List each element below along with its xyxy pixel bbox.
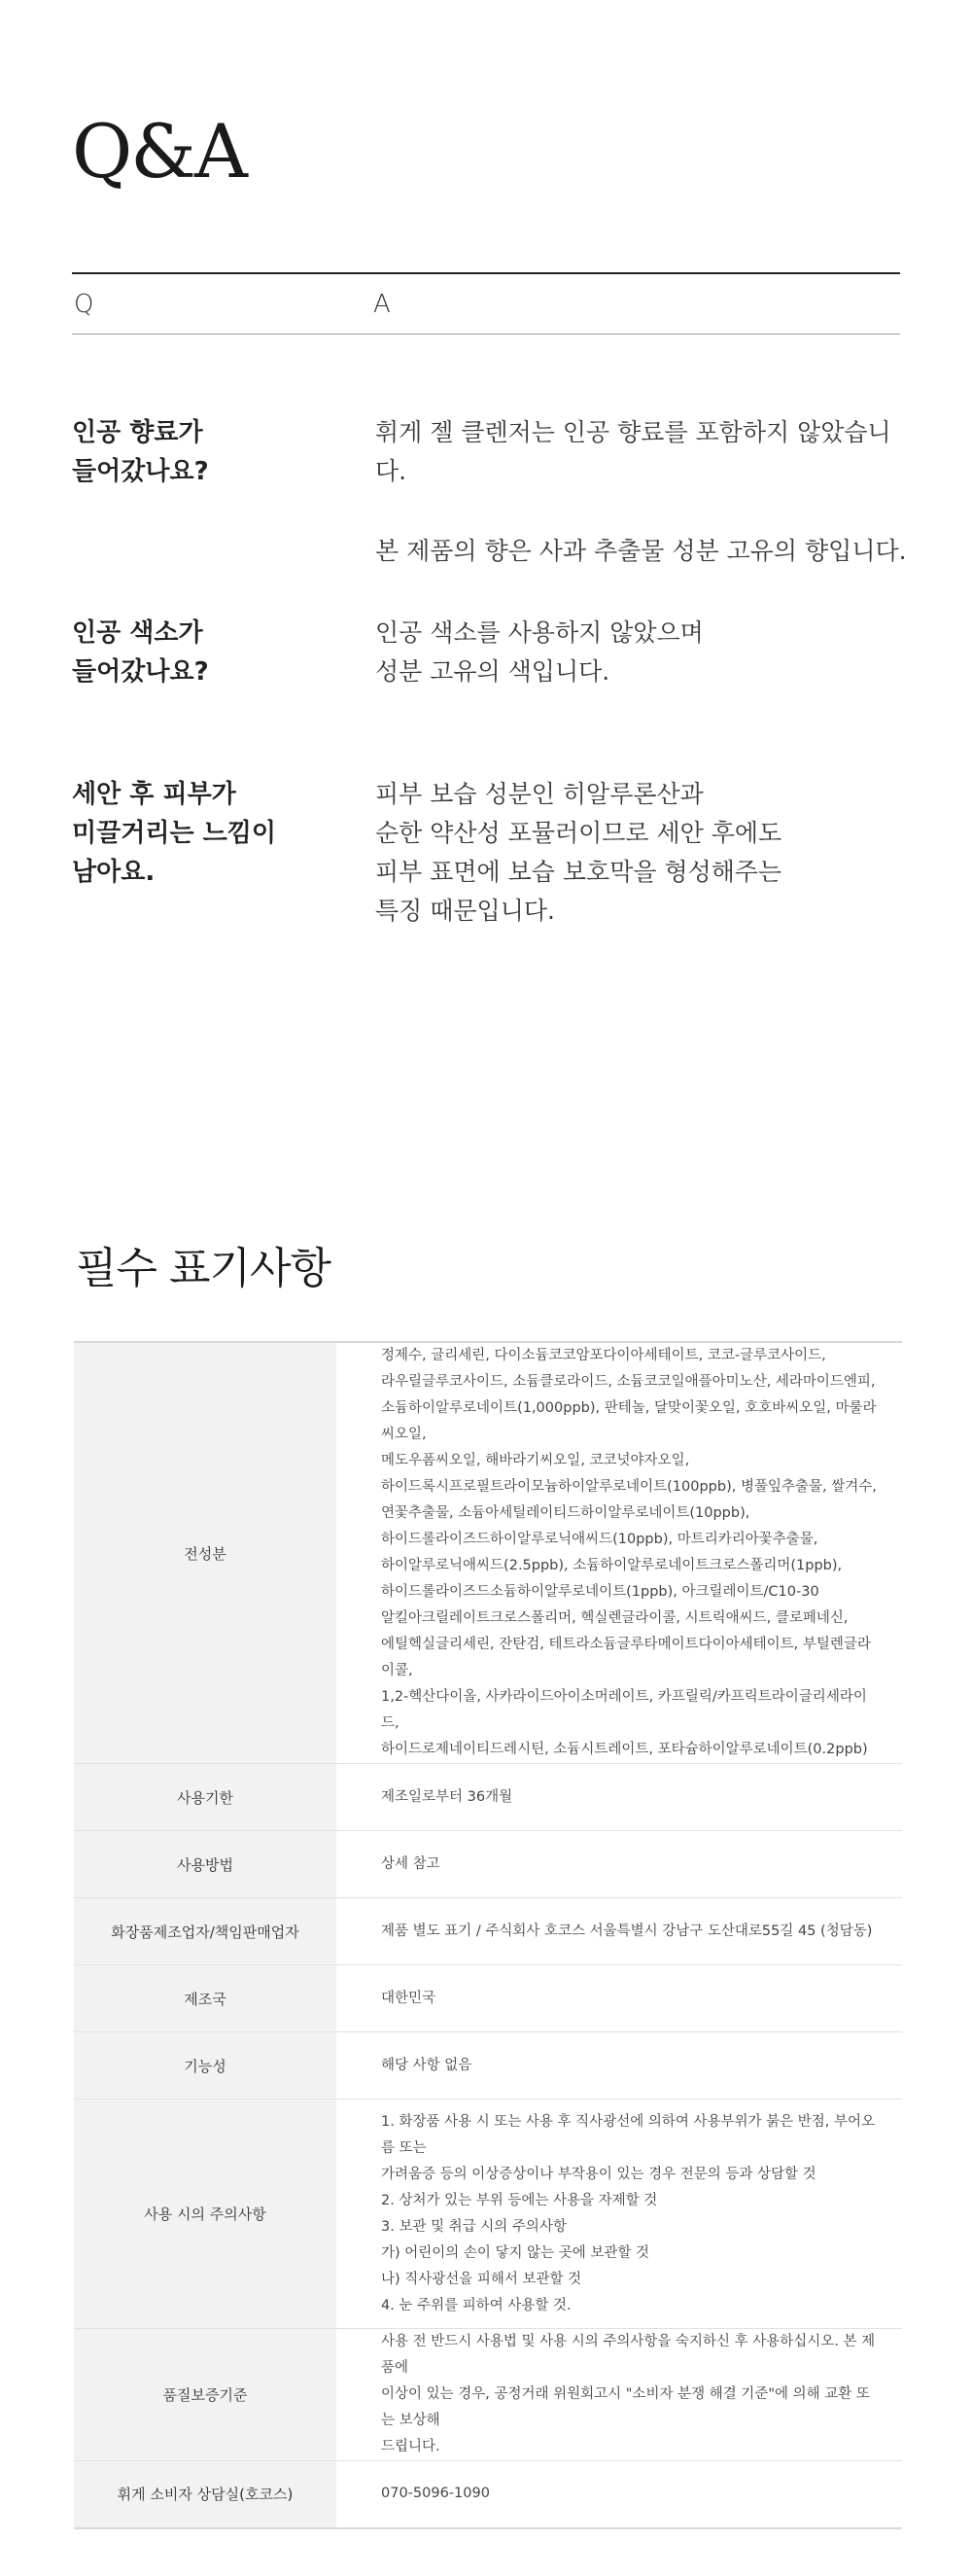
table-row (74, 1764, 902, 1831)
row-label: 사용기한 (74, 1764, 336, 1831)
row-label: 기능성 (74, 2032, 336, 2100)
row-label: 제조국 (74, 1965, 336, 2032)
qa-question: 인공 향료가 들어갔나요? (72, 418, 209, 486)
required-info-title: 필수 표기사항 (76, 1244, 331, 1293)
qa-item (72, 413, 907, 565)
qa-header-q: Q (74, 290, 94, 319)
row-value: 상세 참고 (336, 1831, 902, 1898)
table-row (74, 2032, 902, 2100)
qa-answer-paragraph: 휘게 젤 클렌저는 인공 향료를 포함하지 않았습니다. (375, 418, 891, 485)
row-value: 제품 별도 표기 / 주식회사 호코스 서울특별시 강남구 도산대로55길 45 (청담동) (336, 1898, 902, 1965)
qa-answer (375, 614, 920, 691)
qa-answer (375, 413, 920, 571)
qa-question: 인공 색소가 들어갔나요? (72, 618, 209, 687)
qa-item (72, 614, 900, 701)
row-label: 품질보증기준 (74, 2329, 336, 2461)
qa-answer-paragraph: 인공 색소를 사용하지 않았으며 성분 고유의 색입니다. (375, 618, 704, 686)
table-row (74, 1965, 902, 2032)
row-label: 사용 시의 주의사항 (74, 2100, 336, 2329)
row-label: 전성분 (74, 1342, 336, 1764)
row-value: 제조일로부터 36개월 (336, 1764, 902, 1831)
table-row (74, 2461, 902, 2528)
row-label: 화장품제조업자/책임판매업자 (74, 1898, 336, 1965)
row-value: 1. 화장품 사용 시 또는 사용 후 직사광선에 의하여 사용부위가 붉은 반점, 부어오름 또는 가려움증 등의 이상증상이나 부작용이 있는 경우 전문의 등과 상담할 것 2. 상처가 있는 부위 등에는 사용을 자제할 것 3. 보관 및 취급 시의 주의사항 가) 어린이의 손이 닿지 않는 곳에 보관할 것 나) 직사광선을 피해서 보관할 것 4. 눈 주위를 피하여 사용할 것. (336, 2100, 902, 2329)
qa-answer-paragraph: 본 제품의 향은 사과 추출물 성분 고유의 향입니다. (375, 537, 907, 565)
table-row (74, 2100, 902, 2329)
qa-title: Q&A (72, 108, 246, 194)
table-row (74, 1831, 902, 1898)
row-label: 사용방법 (74, 1831, 336, 1898)
qa-header (72, 272, 900, 335)
qa-answer-paragraph: 피부 보습 성분인 히알루론산과 순한 약산성 포뮬러이므로 세안 후에도 피부 표면에 보습 보호막을 형성해주는 특징 때문입니다. (375, 780, 782, 925)
qa-header-a: A (373, 290, 391, 319)
required-info-table (74, 1341, 902, 2529)
row-value: 해당 사항 없음 (336, 2032, 902, 2100)
row-value: 사용 전 반드시 사용법 및 사용 시의 주의사항을 숙지하신 후 사용하십시오. 본 제품에 이상이 있는 경우, 공정거래 위원회고시 "소비자 분쟁 해결 기준"에 의해 교환 또는 보상해 드립니다. (336, 2329, 902, 2461)
row-value: 070-5096-1090 (381, 2486, 490, 2502)
row-value: 정제수, 글리세린, 다이소듐코코암포다이아세테이트, 코코-글루코사이드, 라우릴글루코사이드, 소듐클로라이드, 소듐코코일애플아미노산, 세라마이드엔피, 소듐하이알루로네이트(1,000ppb), 판테놀, 달맞이꽃오일, 호호바씨오일, 마룰라씨오일, 메도우폼씨오일, 해바라기씨오일, 코코넛야자오일, 하이드록시프로필트라이모늄하이알루로네이트(100ppb), 병풀잎추출물, 쌀겨수, 연꽃추출물, 소듐아세틸레이티드하이알루로네이트(10ppb), 하이드롤라이즈드하이알루로닉애씨드(10ppb), 마트리카리아꽃추출물, 하이알루로닉애씨드(2.5ppb), 소듐하이알루로네이트크로스폴리머(1ppb), 하이드롤라이즈드소듐하이알루로네이트(1ppb), 아크릴레이트/C10-30 알킬아크릴레이트크로스폴리머, 헥실렌글라이콜, 시트릭애씨드, 클로페네신, 에틸헥실글리세린, 잔탄검, 테트라소듐글루타메이트다이아세테이트, 부틸렌글라이콜, 1,2-헥산다이올, 사카라이드아이소머레이트, 카프릴릭/카프릭트라이글리세라이드, 하이드로제네이티드레시틴, 소듐시트레이트, 포타슘하이알루로네이트(0.2ppb) (336, 1342, 902, 1764)
qa-answer (375, 775, 920, 931)
qa-question: 세안 후 피부가 미끌거리는 느낌이 남아요. (72, 780, 276, 887)
row-value: 대한민국 (336, 1965, 902, 2032)
table-row (74, 1898, 902, 1965)
row-label: 휘게 소비자 상담실(호코스) (74, 2461, 336, 2528)
table-row (74, 2329, 902, 2461)
qa-item (72, 775, 900, 940)
table-row (74, 1342, 902, 1764)
